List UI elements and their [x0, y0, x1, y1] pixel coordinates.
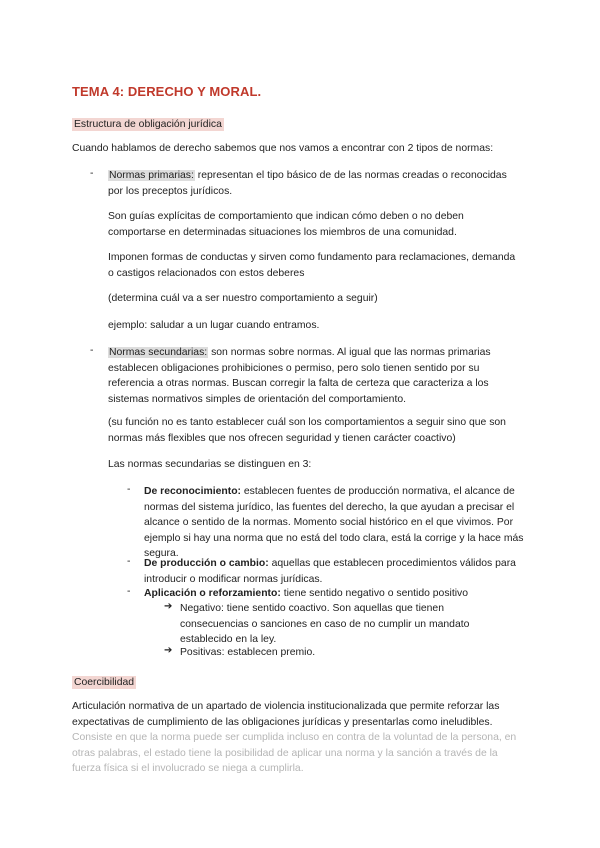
primarias-p1: Son guías explícitas de comportamiento que indican cómo deben o no deben comportarse en determinadas situaciones los miembros de una comunidad.: [108, 211, 464, 238]
arrow-item-positivas: Positivas: establecen premio.: [180, 647, 316, 658]
arrow-right-icon: ➔: [164, 645, 173, 656]
secundarias-p2: Las normas secundarias se distinguen en 3:: [108, 459, 312, 470]
sub-bullet-dash: -: [127, 586, 131, 597]
intro-paragraph: Cuando hablamos de derecho sabemos que nos vamos a encontrar con 2 tipos de normas:: [72, 143, 494, 154]
section-heading-estructura: Estructura de obligación jurídica: [74, 119, 222, 130]
secundarias-label: Normas secundarias:: [109, 347, 208, 358]
sub-item-reconocimiento: De reconocimiento: establecen fuentes de producción normativa, el alcance de normas del sistema jurídico, las fuentes del derecho, la que ayudan a precisar el alcance o sentido de la normas. Momento social histórico en el que vivimos. Por ejemplo si hay una norma que no está del todo clara, está la corrige y la hace más segura.: [144, 486, 524, 559]
sub-item-produccion: De producción o cambio: aquellas que establecen procedimientos válidos para introducir o modificar normas jurídicas.: [144, 558, 516, 585]
sub-bullet-dash: -: [127, 484, 131, 495]
bullet-dash: -: [90, 168, 94, 179]
page-title: TEMA 4: DERECHO Y MORAL.: [72, 84, 262, 99]
sub-bullet-dash: -: [127, 556, 131, 567]
coercibilidad-paragraph: Articulación normativa de un apartado de violencia institucionalizada que permite reforzar las expectativas de cumplimiento de las obligaciones jurídicas y presentarlas como ineludibles.: [72, 701, 500, 728]
primarias-p4: ejemplo: saludar a un lugar cuando entramos.: [108, 320, 320, 331]
primarias-paragraph: Normas primarias: representan el tipo básico de de las normas creadas o reconocidas por los preceptos jurídicos.: [108, 170, 507, 197]
arrow-right-icon: ➔: [164, 601, 173, 612]
coercibilidad-faded-paragraph: Consiste en que la norma puede ser cumplida incluso en contra de la voluntad de la persona, en otras palabras, el estado tiene la posibilidad de aplicar una norma y la sanción a través de la fuerza física si el involucrado se niega a cumplirla.: [72, 732, 517, 774]
primarias-p2: Imponen formas de conductas y sirven como fundamento para reclamaciones, demanda o castigos relacionados con estos deberes: [108, 252, 516, 279]
sub-item-aplicacion: Aplicación o reforzamiento: tiene sentido negativo o sentido positivo: [144, 588, 469, 599]
secundarias-p1: (su función no es tanto establecer cuál son los comportamientos a seguir sino que son normas más flexibles que nos ofrecen seguridad y tienen carácter coactivo): [108, 417, 506, 444]
primarias-label: Normas primarias:: [109, 170, 194, 181]
secundarias-paragraph: Normas secundarias: son normas sobre normas. Al igual que las normas primarias establecen obligaciones prohibiciones o permiso, pero solo tienen sentido por su referencia a otras normas. Buscan corregir la falta de certeza que caracteriza a los sistemas normativos simples de orientación del comportamiento.: [108, 347, 491, 405]
primarias-p3: (determina cuál va a ser nuestro comportamiento a seguir): [108, 293, 378, 304]
section-heading-coercibilidad: Coercibilidad: [74, 677, 135, 688]
arrow-item-negativo: Negativo: tiene sentido coactivo. Son aquellas que tienen consecuencias o sanciones en caso de no cumplir un mandato establecido en la ley.: [180, 603, 470, 645]
bullet-dash: -: [90, 345, 94, 356]
